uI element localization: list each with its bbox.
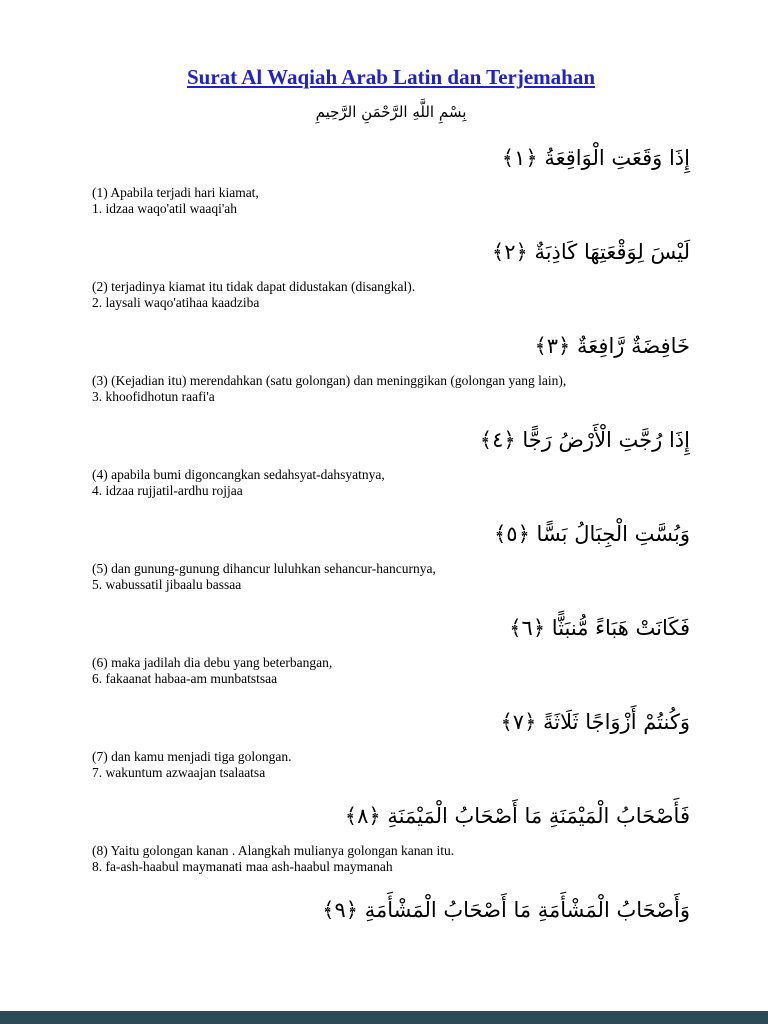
- page-bottom-gap: [0, 1011, 768, 1024]
- verse-list: [92, 136, 690, 932]
- verse-translation: (2) terjadinya kiamat itu tidak dapat didustakan (disangkal).: [92, 279, 416, 294]
- verse-arabic-text: وَأَصْحَابُ الْمَشْأَمَةِ مَا أَصْحَابُ الْمَشْأَمَةِ ﴿٩﴾: [322, 898, 690, 922]
- verse-arabic-text: إِذَا وَقَعَتِ الْوَاقِعَةُ ﴿١﴾: [501, 146, 690, 170]
- verse-arabic-text: خَافِضَةٌ رَّافِعَةٌ ﴿٣﴾: [534, 334, 690, 358]
- verse-latin-block: [92, 843, 690, 874]
- verse-block: [92, 418, 690, 498]
- verse-latin-block: [92, 467, 690, 498]
- verse-arabic-text: وَبُسَّتِ الْجِبَالُ بَسًّا ﴿٥﴾: [493, 522, 690, 546]
- verse-arabic-text: فَكَانَتْ هَبَاءً مُّنبَثًّا ﴿٦﴾: [509, 616, 690, 640]
- verse-block: [92, 794, 690, 874]
- verse-transliteration: 1. idzaa waqo'atil waaqi'ah: [92, 200, 238, 216]
- verse-arabic-text: لَيْسَ لِوَقْعَتِهَا كَاذِبَةٌ ﴿٢﴾: [491, 240, 690, 264]
- verse-transliteration: 2. laysali waqo'atihaa kaadziba: [92, 294, 260, 310]
- verse-latin-block: [92, 561, 690, 592]
- verse-latin-block: [92, 373, 690, 404]
- verse-arabic-text: فَأَصْحَابُ الْمَيْمَنَةِ مَا أَصْحَابُ الْمَيْمَنَةِ ﴿٨﴾: [344, 804, 690, 828]
- verse-block: [92, 606, 690, 686]
- verse-block: [92, 512, 690, 592]
- verse-latin-block: [92, 655, 690, 686]
- verse-arabic-text: وَكُنتُمْ أَزْوَاجًا ثَلَاثَةً ﴿٧﴾: [500, 710, 690, 734]
- bismillah-text: بِسْمِ اللَّهِ الرَّحْمَنِ الرَّحِيمِ: [315, 103, 467, 121]
- verse-translation: (6) maka jadilah dia debu yang beterbangan,: [92, 655, 333, 670]
- verse-transliteration: 8. fa-ash-haabul maymanati maa ash-haabul maymanah: [92, 858, 393, 874]
- verse-transliteration: 6. fakaanat habaa-am munbatstsaa: [92, 670, 278, 686]
- verse-translation: (1) Apabila terjadi hari kiamat,: [92, 185, 259, 200]
- verse-block: [92, 324, 690, 404]
- verse-translation: (4) apabila bumi digoncangkan sedahsyat-dahsyatnya,: [92, 467, 385, 482]
- verse-block: [92, 700, 690, 780]
- verse-block: [92, 888, 690, 932]
- verse-arabic-text: إِذَا رُجَّتِ الْأَرْضُ رَجًّا ﴿٤﴾: [479, 428, 690, 452]
- verse-transliteration: 3. khoofidhotun raafi'a: [92, 388, 215, 404]
- verse-transliteration: 7. wakuntum azwaajan tsalaatsa: [92, 764, 266, 780]
- verse-translation: (7) dan kamu menjadi tiga golongan.: [92, 749, 292, 764]
- verse-block: [92, 136, 690, 216]
- verse-translation: (3) (Kejadian itu) merendahkan (satu golongan) dan meninggikan (golongan yang lain),: [92, 373, 567, 388]
- verse-block: [92, 230, 690, 310]
- verse-latin-block: [92, 749, 690, 780]
- page-title[interactable]: Surat Al Waqiah Arab Latin dan Terjemahan: [186, 65, 596, 89]
- verse-latin-block: [92, 185, 690, 216]
- verse-translation: (8) Yaitu golongan kanan . Alangkah mulianya golongan kanan itu.: [92, 843, 455, 858]
- verse-latin-block: [92, 279, 690, 310]
- verse-transliteration: 4. idzaa rujjatil-ardhu rojjaa: [92, 482, 243, 498]
- verse-translation: (5) dan gunung-gunung dihancur luluhkan sehancur-hancurnya,: [92, 561, 436, 576]
- verse-transliteration: 5. wabussatil jibaalu bassaa: [92, 576, 242, 592]
